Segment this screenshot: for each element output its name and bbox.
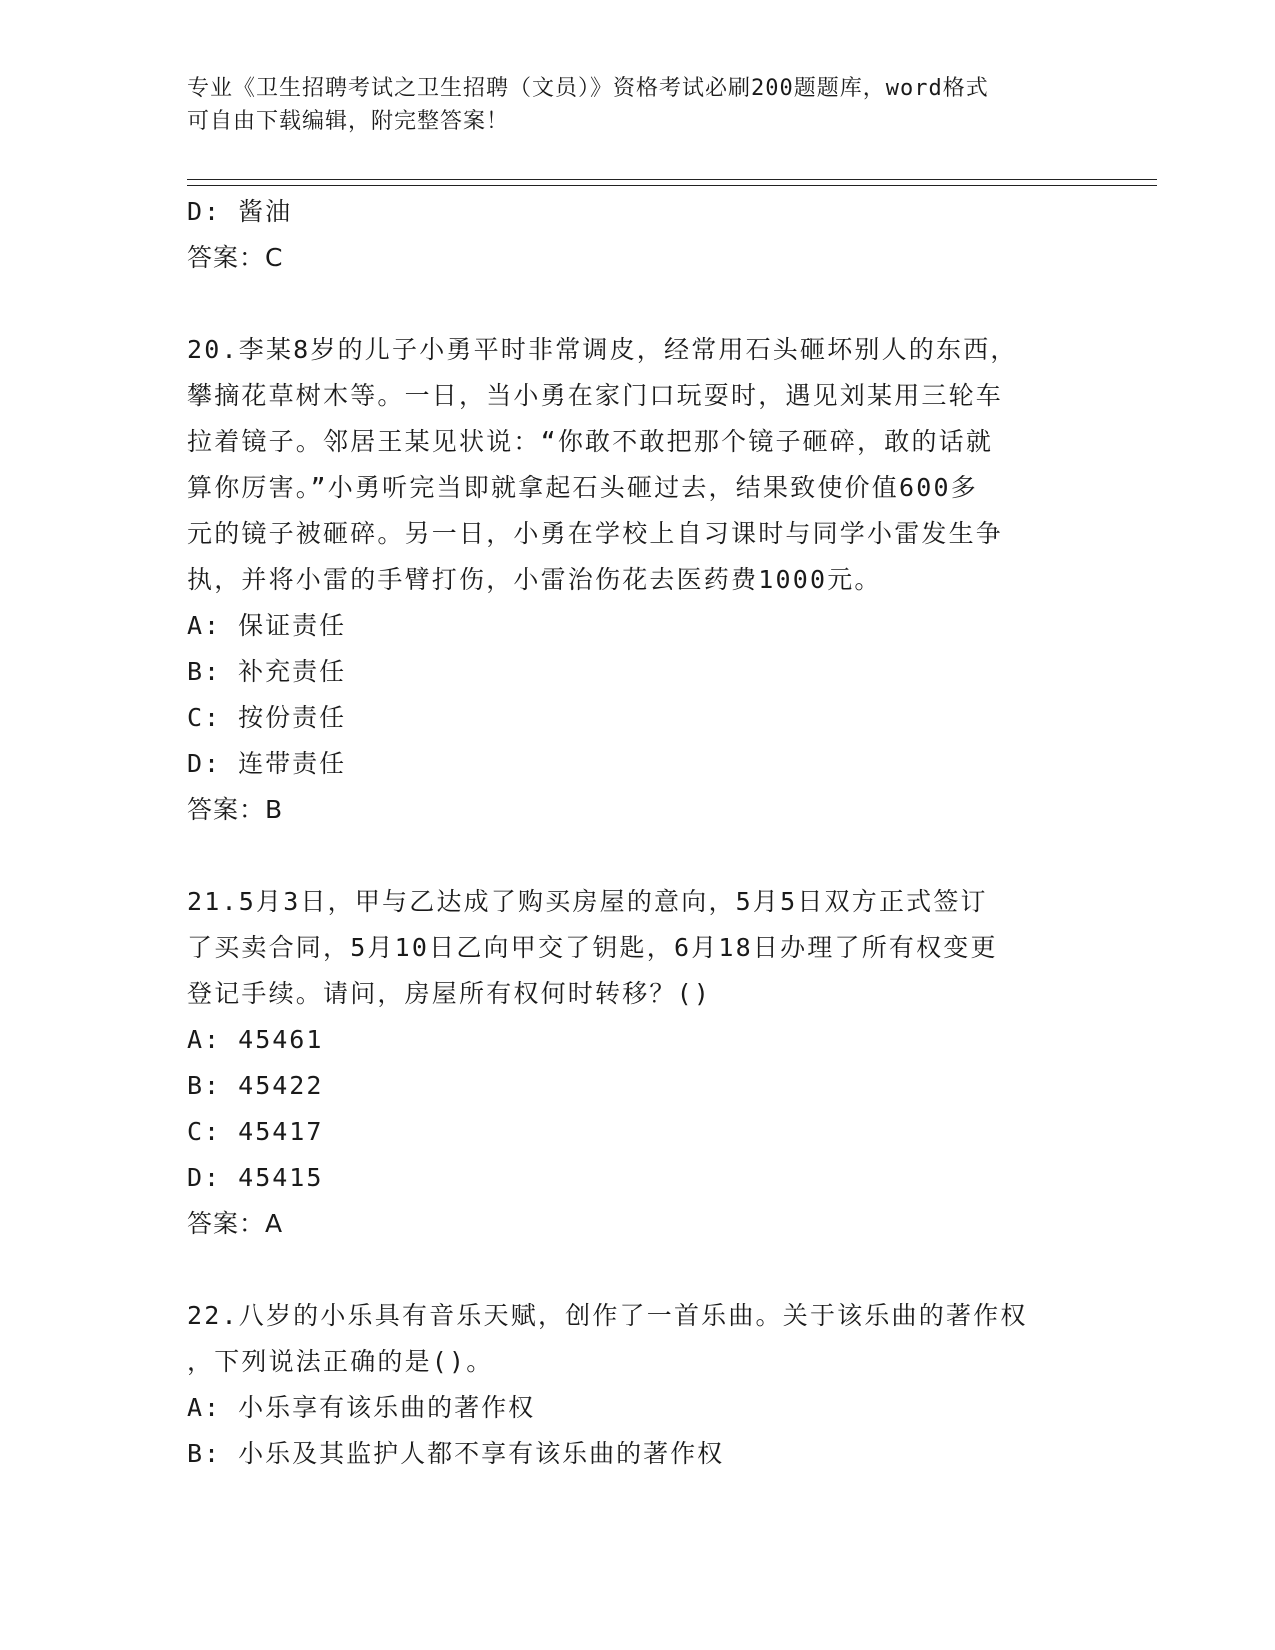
question-20-option-a: A: 保证责任	[187, 611, 347, 640]
spacer	[187, 833, 1087, 879]
header-divider	[187, 179, 1157, 186]
prev-answer: 答案：C	[187, 243, 284, 272]
question-21-answer: 答案：A	[187, 1209, 284, 1238]
document-header	[187, 72, 1087, 138]
question-21-option-c: C: 45417	[187, 1117, 324, 1146]
question-21-stem-line: 登记手续。请问，房屋所有权何时转移？()	[187, 979, 712, 1008]
question-20-option-c: C: 按份责任	[187, 703, 347, 732]
question-22-stem-line: 22.八岁的小乐具有音乐天赋，创作了一首乐曲。关于该乐曲的著作权	[187, 1301, 1028, 1330]
question-22-stem-line: ，下列说法正确的是()。	[187, 1347, 494, 1376]
prev-option-d: D: 酱油	[187, 197, 293, 226]
question-21-stem-line: 21.5月3日，甲与乙达成了购买房屋的意向，5月5日双方正式签订	[187, 887, 988, 916]
question-20-stem-line: 拉着镜子。邻居王某见状说：“你敢不敢把那个镜子砸碎，敢的话就	[187, 427, 994, 456]
question-20-stem	[187, 327, 1087, 603]
question-21-option-d: D: 45415	[187, 1163, 324, 1192]
question-21-stem	[187, 879, 1087, 1017]
question-20-stem-line: 执，并将小雷的手臂打伤，小雷治伤花去医药费1000元。	[187, 565, 882, 594]
question-22-option-a: A: 小乐享有该乐曲的著作权	[187, 1393, 536, 1422]
header-line-1: 专业《卫生招聘考试之卫生招聘（文员）》资格考试必刷200题题库，word格式	[187, 76, 989, 101]
question-20-option-d: D: 连带责任	[187, 749, 347, 778]
question-20-stem-line: 20.李某8岁的儿子小勇平时非常调皮，经常用石头砸坏别人的东西，	[187, 335, 1018, 364]
question-22-option-b: B: 小乐及其监护人都不享有该乐曲的著作权	[187, 1439, 725, 1468]
question-20-stem-line: 攀摘花草树木等。一日，当小勇在家门口玩耍时，遇见刘某用三轮车	[187, 381, 1004, 410]
question-20-stem-line: 算你厉害。”小勇听完当即就拿起石头砸过去，结果致使价值600多	[187, 473, 978, 502]
header-line-2: 可自由下载编辑，附完整答案！	[187, 109, 510, 134]
spacer	[187, 1247, 1087, 1293]
question-21-stem-line: 了买卖合同，5月10日乙向甲交了钥匙，6月18日办理了所有权变更	[187, 933, 998, 962]
question-content	[187, 189, 1087, 1477]
question-20-answer: 答案：B	[187, 795, 284, 824]
question-22-stem	[187, 1293, 1087, 1385]
question-20-option-b: B: 补充责任	[187, 657, 347, 686]
question-21-option-b: B: 45422	[187, 1071, 324, 1100]
question-20-stem-line: 元的镜子被砸碎。另一日，小勇在学校上自习课时与同学小雷发生争	[187, 519, 1004, 548]
spacer	[187, 281, 1087, 327]
question-21-option-a: A: 45461	[187, 1025, 324, 1054]
